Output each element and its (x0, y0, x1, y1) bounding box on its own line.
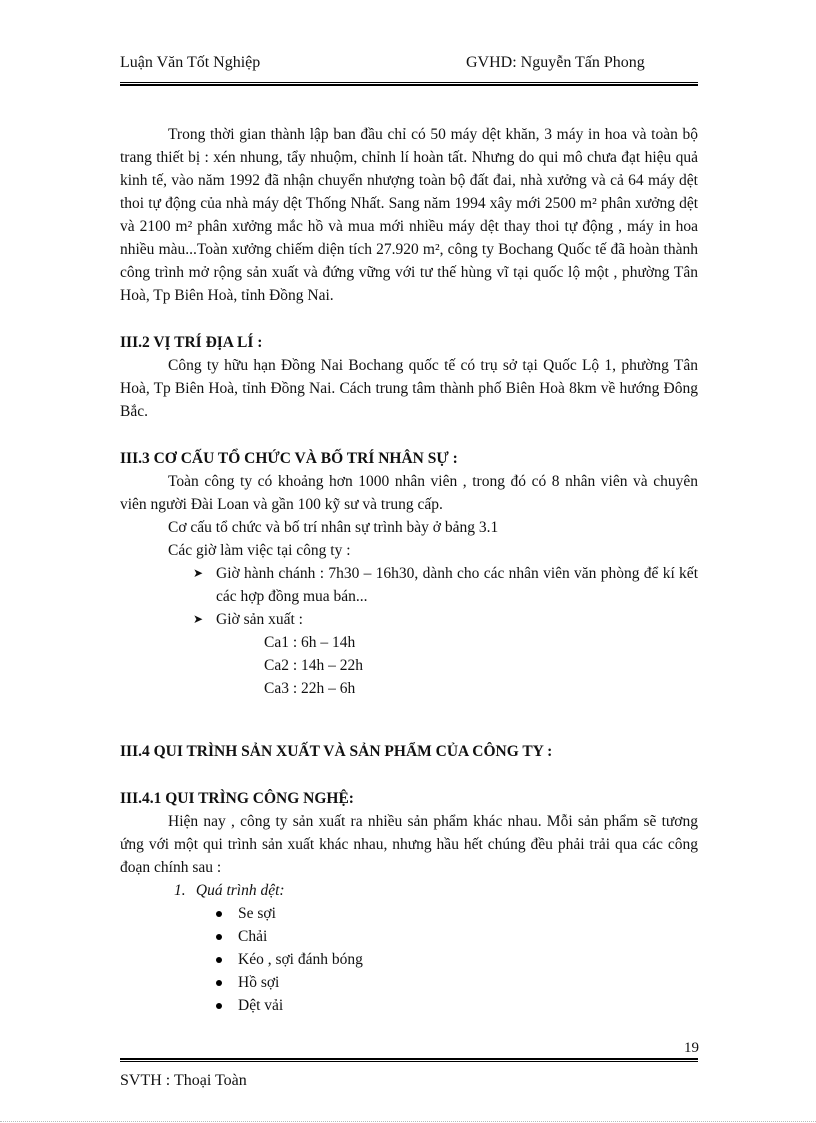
bullet-text: Hồ sợi (238, 974, 280, 991)
section-heading-3-4: III.4 QUI TRÌNH SẢN XUẤT VÀ SẢN PHẨM CỦA CÔNG TY : (120, 743, 553, 760)
list-item (120, 925, 698, 948)
page-header (120, 54, 698, 76)
list-item-text: Giờ sản xuất : (216, 611, 303, 628)
round-bullet-icon (216, 1003, 222, 1009)
shift-line: Ca1 : 6h – 14h (264, 634, 356, 651)
list-item-text: Giờ hành chánh : 7h30 – 16h30, dành cho các nhân viên văn phòng để kí kết các hợp đồng mua bán... (216, 565, 698, 605)
arrowhead-bullet-icon: ➤ (193, 612, 204, 626)
page-body (120, 123, 698, 1017)
list-item (120, 562, 698, 608)
footer-rule (120, 1058, 698, 1062)
list-item (120, 608, 698, 631)
bullet-text: Chải (238, 928, 268, 945)
arrowhead-bullet-icon: ➤ (193, 566, 204, 580)
page-edge-divider (0, 1121, 816, 1122)
list-item (120, 994, 698, 1017)
round-bullet-icon (216, 934, 222, 940)
section-heading-3-2: III.2 VỊ TRÍ ĐỊA LÍ : (120, 334, 263, 351)
section-3-3-line3: Các giờ làm việc tại công ty : (168, 542, 351, 559)
header-title: Luận Văn Tốt Nghiệp (120, 54, 261, 71)
section-heading-3-4-1: III.4.1 QUI TRÌNG CÔNG NGHỆ: (120, 790, 354, 807)
section-heading-3-3: III.3 CƠ CẤU TỔ CHỨC VÀ BỐ TRÍ NHÂN SỰ : (120, 450, 458, 467)
section-3-4-1-text: Hiện nay , công ty sản xuất ra nhiều sản phẩm khác nhau. Mỗi sản phẩm sẽ tương ứng với một qui trình sản xuất khác nhau, nhưng hầu hết chúng đều phải trải qua các công đoạn chính sau : (120, 813, 698, 876)
page-footer: SVTH : Thoại Toàn (120, 1072, 247, 1089)
step-number: 1. (174, 882, 186, 899)
bullet-text: Kéo , sợi đánh bóng (238, 951, 363, 968)
header-advisor: GVHD: Nguyễn Tấn Phong (466, 54, 645, 71)
list-item (120, 971, 698, 994)
page-number: 19 (684, 1040, 699, 1056)
step-title: Quá trình dệt: (195, 882, 285, 899)
round-bullet-icon (216, 957, 222, 963)
round-bullet-icon (216, 911, 222, 917)
header-rule (120, 82, 698, 86)
shift-line: Ca3 : 22h – 6h (264, 680, 356, 697)
list-item (120, 902, 698, 925)
intro-paragraph: Trong thời gian thành lập ban đầu chỉ có 50 máy dệt khăn, 3 máy in hoa và toàn bộ trang thiết bị : xén nhung, tẩy nhuộm, chỉnh lí hoàn tất. Nhưng do qui mô chưa đạt hiệu quả kinh tế, vào năm 1992 đã nhận chuyển nhượng toàn bộ đất đai, nhà xưởng và cả 64 máy dệt thoi tự động của nhà máy dệt Thống Nhất. Sang năm 1994 xây mới 2500 m² phân xưởng dệt và 2100 m² phân xưởng mắc hồ và mua mới nhiều máy dệt thay thoi tự động , máy in hoa nhiều màu...Toàn xưởng chiếm diện tích 27.920 m², công ty Bochang Quốc tế đã hoàn thành công trình mở rộng sản xuất và đứng vững với tư thế hùng vĩ tại quốc lộ một , phường Tân Hoà, Tp Biên Hoà, tỉnh Đồng Nai. (120, 126, 698, 304)
round-bullet-icon (216, 980, 222, 986)
section-3-3-line2: Cơ cấu tổ chức và bố trí nhân sự trình bày ở bảng 3.1 (168, 519, 499, 536)
section-3-3-text: Toàn công ty có khoảng hơn 1000 nhân viên , trong đó có 8 nhân viên và chuyên viên người Đài Loan và gần 100 kỹ sư và trung cấp. (120, 473, 698, 513)
bullet-text: Se sợi (238, 905, 276, 922)
section-3-2-text: Công ty hữu hạn Đồng Nai Bochang quốc tế có trụ sở tại Quốc Lộ 1, phường Tân Hoà, Tp Biên Hoà, tỉnh Đồng Nai. Cách trung tâm thành phố Biên Hoà 8km về hướng Đông Bắc. (120, 357, 698, 420)
bullet-text: Dệt vải (238, 997, 284, 1014)
list-item (120, 948, 698, 971)
shift-line: Ca2 : 14h – 22h (264, 657, 364, 674)
numbered-step (120, 879, 698, 902)
